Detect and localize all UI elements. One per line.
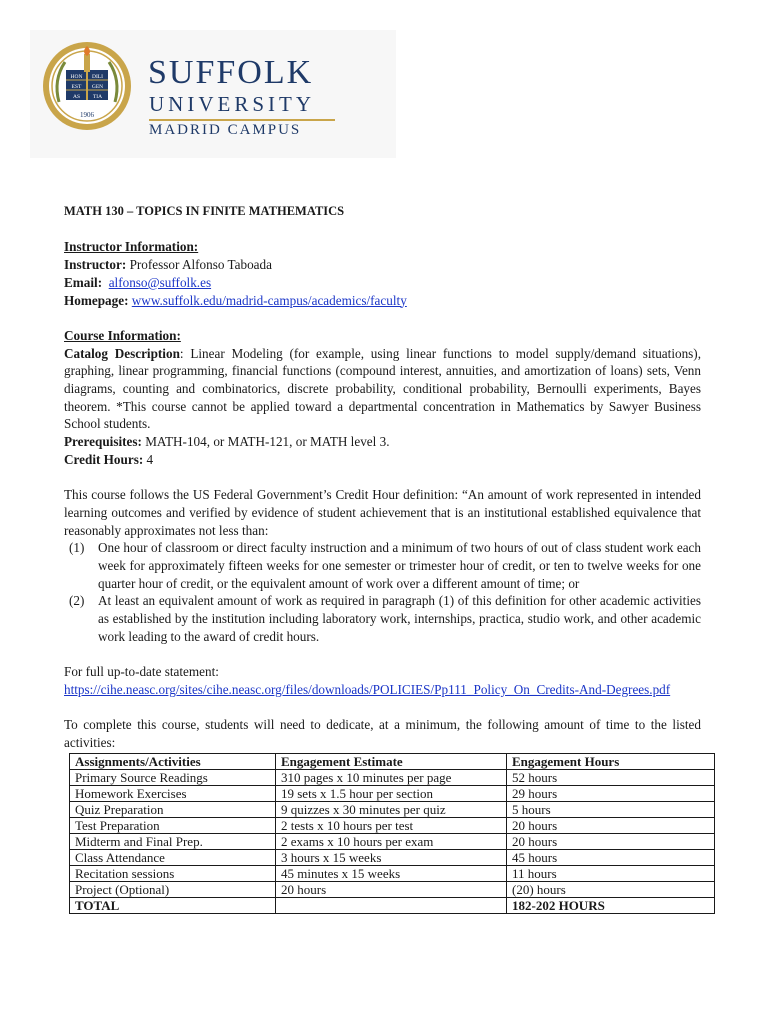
table-cell: 11 hours (507, 865, 715, 881)
instructor-label: Instructor: (64, 257, 127, 273)
table-header-row (70, 753, 715, 769)
homepage-label: Homepage: (64, 292, 129, 308)
seal-text-4: GEN (91, 84, 104, 90)
table-row (70, 833, 715, 849)
table-cell: Recitation sessions (70, 865, 276, 881)
table-row (70, 881, 715, 897)
table-cell: 45 minutes x 15 weeks (276, 865, 507, 881)
table-cell: 20 hours (507, 817, 715, 833)
homepage-line (64, 292, 701, 310)
table-cell: 19 sets x 1.5 hour per section (276, 785, 507, 801)
seal-text-2: DILI (92, 74, 103, 80)
table-row (70, 769, 715, 785)
seal-text-3: EST (71, 84, 82, 90)
credit-hour-intro: This course follows the US Federal Government’s Credit Hour definition: “An amount of work represented in intended learning outcomes and verified by evidence of student achievement that is an institutional established equivalence that reasonably approximates not less than: (64, 487, 701, 538)
seal-text-1: HON (70, 74, 83, 80)
column-header: Engagement Estimate (276, 753, 507, 769)
list-item-number: (2) (69, 593, 85, 609)
total-label: TOTAL (70, 897, 276, 913)
prereq-value: MATH-104, or MATH-121, or MATH level 3. (141, 434, 390, 450)
email-line (64, 274, 701, 292)
brand-campus: MADRID CAMPUS (149, 122, 302, 138)
table-cell: Quiz Preparation (70, 801, 276, 817)
table-cell: Project (Optional) (70, 881, 276, 897)
brand-suffolk: SUFFOLK (148, 54, 314, 91)
homepage-link[interactable]: www.suffolk.edu/madrid-campus/academics/faculty (131, 292, 407, 308)
column-header: Assignments/Activities (70, 753, 276, 769)
list-item-text: One hour of classroom or direct faculty instruction and a minimum of two hours of out of class student work each week for approximately fifteen weeks for one semester or trimester hour of credit, or ten to twelve weeks for one quarter hour of credit, or the equivalent amount of work over a different amount of time; or (98, 540, 701, 591)
seal-text-6: TIA (92, 94, 103, 100)
credit-hour-list (64, 539, 701, 645)
activities-intro: To complete this course, students will need to dedicate, at a minimum, the following amount of time to the listed activities: (64, 717, 701, 751)
credit-hours-line (64, 451, 701, 469)
seal-text-5: AS (72, 94, 81, 100)
table-row (70, 785, 715, 801)
full-statement-label: For full up-to-date statement: (64, 664, 219, 680)
total-hours: 182-202 HOURS (507, 897, 715, 913)
instructor-value: Professor Alfonso Taboada (126, 257, 272, 273)
prereq-label: Prerequisites: (64, 434, 142, 450)
table-cell: 52 hours (507, 769, 715, 785)
column-header: Engagement Hours (507, 753, 715, 769)
table-cell: 310 pages x 10 minutes per page (276, 769, 507, 785)
prerequisites-line (64, 433, 701, 451)
catalog-text: : Linear Modeling (for example, using linear functions to model supply/demand situations), graphing, linear programming, financial functions (compound interest, annuities, and amortization of loans) sets, Venn diagrams, counting and combinatorics, discrete probability, conditional probability, Bernoulli experiments, Bayes theorem. *This course cannot be applied toward a departmental concentration in Mathematics by Sawyer Business School students. (64, 345, 701, 432)
activities-table (69, 753, 715, 914)
table-cell: 3 hours x 15 weeks (276, 849, 507, 865)
table-row (70, 817, 715, 833)
table-cell: 20 hours (276, 881, 507, 897)
list-item (64, 592, 701, 645)
list-item-number: (1) (69, 540, 85, 556)
table-cell: 2 exams x 10 hours per exam (276, 833, 507, 849)
brand-university: UNIVERSITY (149, 92, 315, 116)
table-row (70, 801, 715, 817)
course-title: MATH 130 – TOPICS IN FINITE MATHEMATICS (64, 204, 345, 218)
catalog-description (64, 345, 701, 434)
table-cell: Class Attendance (70, 849, 276, 865)
instructor-heading: Instructor Information: (64, 239, 199, 255)
seal-year: 1906 (80, 111, 94, 119)
table-cell: Primary Source Readings (70, 769, 276, 785)
table-cell: Homework Exercises (70, 785, 276, 801)
table-row (70, 849, 715, 865)
table-cell: 9 quizzes x 30 minutes per quiz (276, 801, 507, 817)
catalog-label: Catalog Description (64, 345, 180, 361)
instructor-line (64, 256, 701, 274)
table-cell: Midterm and Final Prep. (70, 833, 276, 849)
policy-link[interactable]: https://cihe.neasc.org/sites/cihe.neasc.org/files/downloads/POLICIES/Pp111_Policy_On_Credits-And-Degrees.pdf (64, 681, 671, 697)
credit-label: Credit Hours: (64, 451, 144, 467)
table-total-row (70, 897, 715, 913)
table-cell: 2 tests x 10 hours per test (276, 817, 507, 833)
table-cell: 5 hours (507, 801, 715, 817)
table-cell (276, 897, 507, 913)
list-item (64, 539, 701, 592)
email-label: Email: (64, 274, 103, 290)
brand-divider (149, 119, 335, 121)
table-cell: 29 hours (507, 785, 715, 801)
table-cell: Test Preparation (70, 817, 276, 833)
university-seal-logo (41, 40, 133, 132)
table-cell: 20 hours (507, 833, 715, 849)
list-item-text: At least an equivalent amount of work as required in paragraph (1) of this definition for other academic activities as established by the institution including laboratory work, internships, practica, studio work, and other academic work leading to the award of credit hours. (98, 593, 701, 644)
email-link[interactable]: alfonso@suffolk.es (108, 274, 212, 290)
syllabus-document (64, 203, 701, 914)
table-cell: (20) hours (507, 881, 715, 897)
table-cell: 45 hours (507, 849, 715, 865)
table-row (70, 865, 715, 881)
course-info-heading: Course Information: (64, 327, 181, 343)
credit-value: 4 (143, 451, 154, 467)
